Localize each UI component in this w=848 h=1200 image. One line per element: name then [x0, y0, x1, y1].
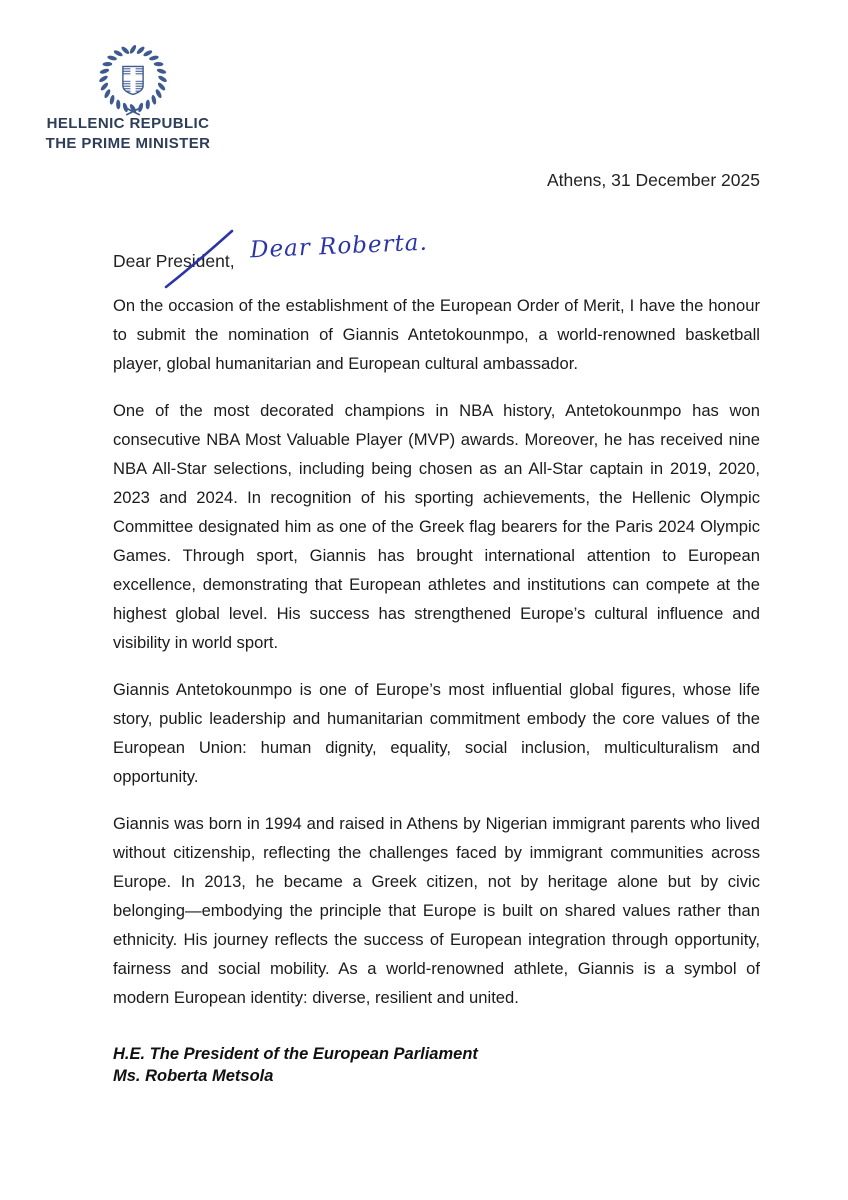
dateline: Athens, 31 December 2025: [546, 170, 760, 190]
recipient-block: [113, 1044, 673, 1087]
recipient-name: Ms. Roberta Metsola: [113, 1066, 274, 1085]
paragraph-achievements: One of the most decorated champions in NBA history, Antetokounmpo has won consecutive NBA Most Valuable Player (MVP) awards. Moreover, he has received nine NBA All-Star selections, including being chosen as an All-Star captain in 2019, 2020, 2023 and 2024. In recognition of his sporting achievements, the Hellenic Olympic Committee designated him as one of the Greek flag bearers for the Paris 2024 Olympic Games. Through sport, Giannis has brought international attention to European excellence, demonstrating that European athletes and institutions can compete at the highest global level. His success has strengthened Europe’s cultural influence and visibility in world sport.: [113, 401, 760, 652]
greek-coat-of-arms-icon: [94, 40, 172, 124]
office-name: THE PRIME MINISTER: [45, 135, 211, 152]
paragraph-values: Giannis Antetokounmpo is one of Europe’s most influential global figures, whose life story, public leadership and humanitarian commitment embody the core values of the European Union: human dignity, equality, social inclusion, multiculturalism and opportunity.: [113, 680, 760, 786]
paragraph-biography: Giannis was born in 1994 and raised in Athens by Nigerian immigrant parents who lived without citizenship, reflecting the challenges faced by immigrant communities across Europe. In 2013, he became a Greek citizen, not by heritage alone but by civic belonging—embodying the principle that Europe is built on shared values rather than ethnicity. His journey reflects the success of European integration through opportunity, fairness and social mobility. As a world-renowned athlete, Giannis is a symbol of modern European identity: diverse, resilient and united.: [113, 814, 760, 1007]
org-name: HELLENIC REPUBLIC: [46, 115, 210, 132]
letterhead: [38, 114, 218, 154]
paragraph-nomination: On the occasion of the establishment of the European Order of Merit, I have the honour to submit the nomination of Giannis Antetokounmpo, a world-renowned basketball player, global humanitarian and European cultural ambassador.: [113, 296, 760, 373]
handwritten-note: Dear Roberta.: [249, 229, 429, 264]
recipient-title: H.E. The President of the European Parliament: [113, 1045, 478, 1063]
salutation-text: Dear President,: [113, 251, 235, 271]
letter-body: [113, 291, 760, 1030]
